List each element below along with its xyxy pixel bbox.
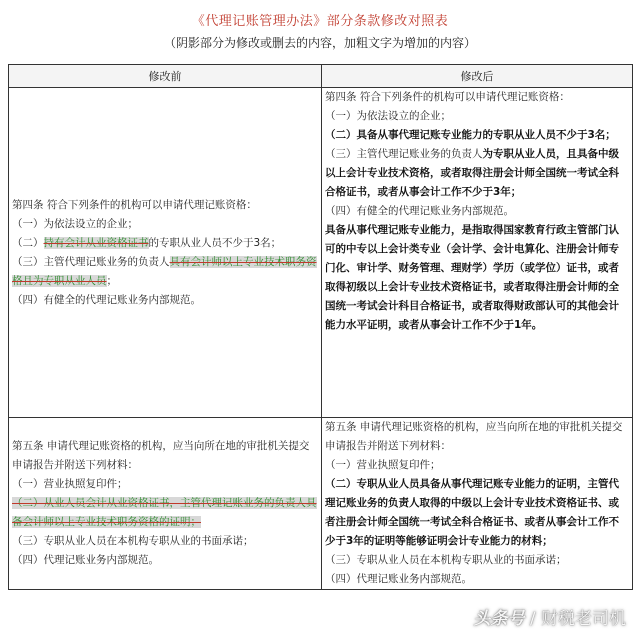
page-subtitle: （阴影部分为修改或删去的内容，加粗文字为增加的内容） <box>163 36 476 50</box>
article-4-before-item-2: （二）持有会计从业资格证书的专职从业人员不少于3名； <box>12 236 282 249</box>
article-5-before-item-2 <box>12 494 318 532</box>
added-text: 为专职从业人员，且具备中级以上会计专业技术资格，或者取得注册会计师全国统一考试全科合格证书，或者从事会计工作不少于3年； <box>325 148 619 198</box>
watermark-logo: 头条号 <box>473 609 525 629</box>
article-5-before-item-1: （一）营业执照复印件； <box>12 478 128 490</box>
article-4-after-item-2: （二）具备从事代理记账专业能力的专职从业人员不少于3名； <box>325 129 616 141</box>
article-4-before-item-4: （四）有健全的代理记账业务内部规范。 <box>12 293 201 306</box>
article-5-before <box>9 418 322 590</box>
article-5-before-intro: 第五条 申请代理记账资格的机构，应当向所在地的审批机关提交申请报告并附送下列材料： <box>12 440 310 471</box>
article-4-after <box>322 88 633 418</box>
article-5-after <box>322 418 633 590</box>
article-4-after-item-5: 具备从事代理记账专业能力，是指取得国家教育行政主管部门认可的中专以上会计类专业（会计学、会计电算化、注册会计师专门化、审计学、财务管理、理财学）学历（或学位）证书，或者取得初级以上会计专业技术资格证书，或者取得注册会计师的全国统一考试会计科目合格证书，或者取得财政部认可的其他会计能力水平证明，或者从事会计工作不少于1年。 <box>325 224 619 331</box>
article-4-before-item-1: （一）为依法设立的企业； <box>12 217 138 230</box>
table-header-row <box>9 65 633 88</box>
article-4-before-item-3: （三）主管代理记账业务的负责人具有会计师以上专业技术职务资格且为专职从业人员； <box>12 255 317 287</box>
article-4-after-item-3: （三）主管代理记账业务的负责人为专职从业人员，且具备中级以上会计专业技术资格，或者取得注册会计师全国统一考试全科合格证书，或者从事会计工作不少于3年； <box>325 148 619 198</box>
article-4-before-intro: 第四条 符合下列条件的机构可以申请代理记账资格： <box>12 198 257 211</box>
column-header-after: 修改后 <box>322 65 633 88</box>
deleted-text: （二）从业人员会计从业资格证书，主管代理记账业务的负责人具备会计师以上专业技术职务资格的证明； <box>12 497 317 528</box>
article-4-after-item-1: （一）为依法设立的企业； <box>325 110 451 122</box>
article-5-after-item-4: （四）代理记账业务内部规范。 <box>325 573 472 585</box>
article-4-before <box>9 88 322 418</box>
deleted-text: 持有会计从业资格证书 <box>43 236 149 249</box>
deleted-text: 具有会计师以上专业技术职务资格且为专职从业人员 <box>12 255 317 287</box>
article-4-after-intro: 第四条 符合下列条件的机构可以申请代理记账资格： <box>325 91 570 103</box>
article-5-after-item-1: （一）营业执照复印件； <box>325 459 441 471</box>
watermark: 头条号 / 财税老司机 <box>473 609 626 629</box>
table-row-article-5 <box>9 418 633 590</box>
article-5-after-item-3: （三）专职从业人员在本机构专职从业的书面承诺； <box>325 554 567 566</box>
article-5-after-intro: 第五条 申请代理记账资格的机构，应当向所在地的审批机关提交申请报告并附送下列材料： <box>325 421 623 452</box>
comparison-table <box>8 64 633 590</box>
page-title: 《代理记账管理办法》部分条款修改对照表 <box>191 14 449 29</box>
article-5-after-item-2: （二）专职从业人员具备从事代理记账专业能力的证明，主管代理记账业务的负责人取得的中级以上会计专业技术资格证书、或者注册会计师全国统一考试全科合格证书、或者从事会计工作不少于3年的证明等能够证明会计专业能力的材料； <box>325 478 619 547</box>
article-5-before-item-4: （四）代理记账业务内部规范。 <box>12 554 159 566</box>
table-row-article-4 <box>9 88 633 418</box>
watermark-author: 财税老司机 <box>541 609 626 629</box>
article-4-after-item-4: （四）有健全的代理记账业务内部规范。 <box>325 205 514 217</box>
article-5-before-item-3: （三）专职从业人员在本机构专职从业的书面承诺； <box>12 535 254 547</box>
column-header-before: 修改前 <box>9 65 322 88</box>
